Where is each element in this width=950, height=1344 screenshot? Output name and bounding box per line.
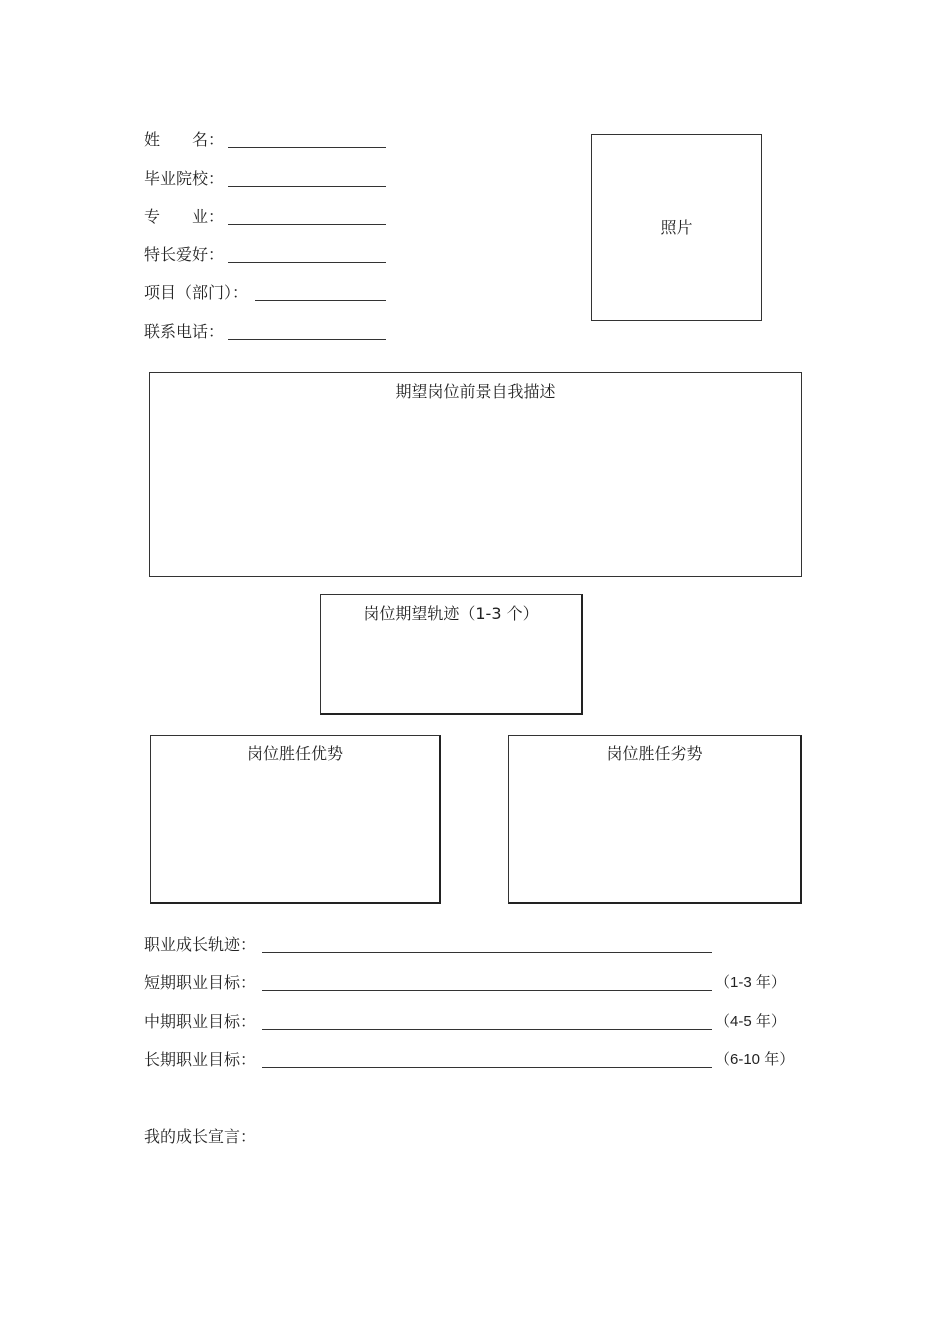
name-label: 姓 名：	[144, 130, 225, 149]
outlook-box[interactable]	[149, 372, 802, 577]
name-input-line[interactable]	[228, 147, 386, 148]
weakness-title: 岗位胜任劣势	[606, 744, 703, 763]
outlook-title: 期望岗位前景自我描述	[395, 382, 556, 401]
career-path-input-line[interactable]	[262, 952, 712, 953]
short-term-label: 短期职业目标：	[144, 973, 257, 992]
long-term-input-line[interactable]	[262, 1067, 712, 1068]
career-path-label: 职业成长轨迹：	[144, 935, 257, 954]
phone-label: 联系电话：	[144, 322, 225, 341]
track-box[interactable]	[320, 594, 583, 715]
hobby-input-line[interactable]	[228, 262, 386, 263]
long-term-suffix: （6-10 年）	[715, 1051, 795, 1068]
strength-title: 岗位胜任优势	[246, 744, 343, 763]
weakness-box[interactable]	[508, 735, 802, 904]
major-input-line[interactable]	[228, 224, 386, 225]
hobby-label: 特长爱好：	[144, 245, 225, 264]
photo-box[interactable]	[591, 134, 762, 321]
school-input-line[interactable]	[228, 186, 386, 187]
school-label: 毕业院校：	[144, 169, 225, 188]
short-term-suffix: （1-3 年）	[715, 974, 786, 991]
major-label: 专 业：	[144, 207, 225, 226]
long-term-label: 长期职业目标：	[144, 1050, 257, 1069]
mid-term-input-line[interactable]	[262, 1029, 712, 1030]
project-input-line[interactable]	[255, 300, 386, 301]
mid-term-suffix: （4-5 年）	[715, 1013, 786, 1030]
declaration-label: 我的成长宣言：	[144, 1127, 257, 1146]
phone-input-line[interactable]	[228, 339, 386, 340]
strength-box[interactable]	[150, 735, 441, 904]
mid-term-label: 中期职业目标：	[144, 1012, 257, 1031]
photo-label: 照片	[660, 218, 693, 237]
short-term-input-line[interactable]	[262, 990, 712, 991]
project-label: 项目（部门）：	[144, 283, 249, 302]
track-title: 岗位期望轨迹（1-3 个）	[363, 604, 539, 623]
